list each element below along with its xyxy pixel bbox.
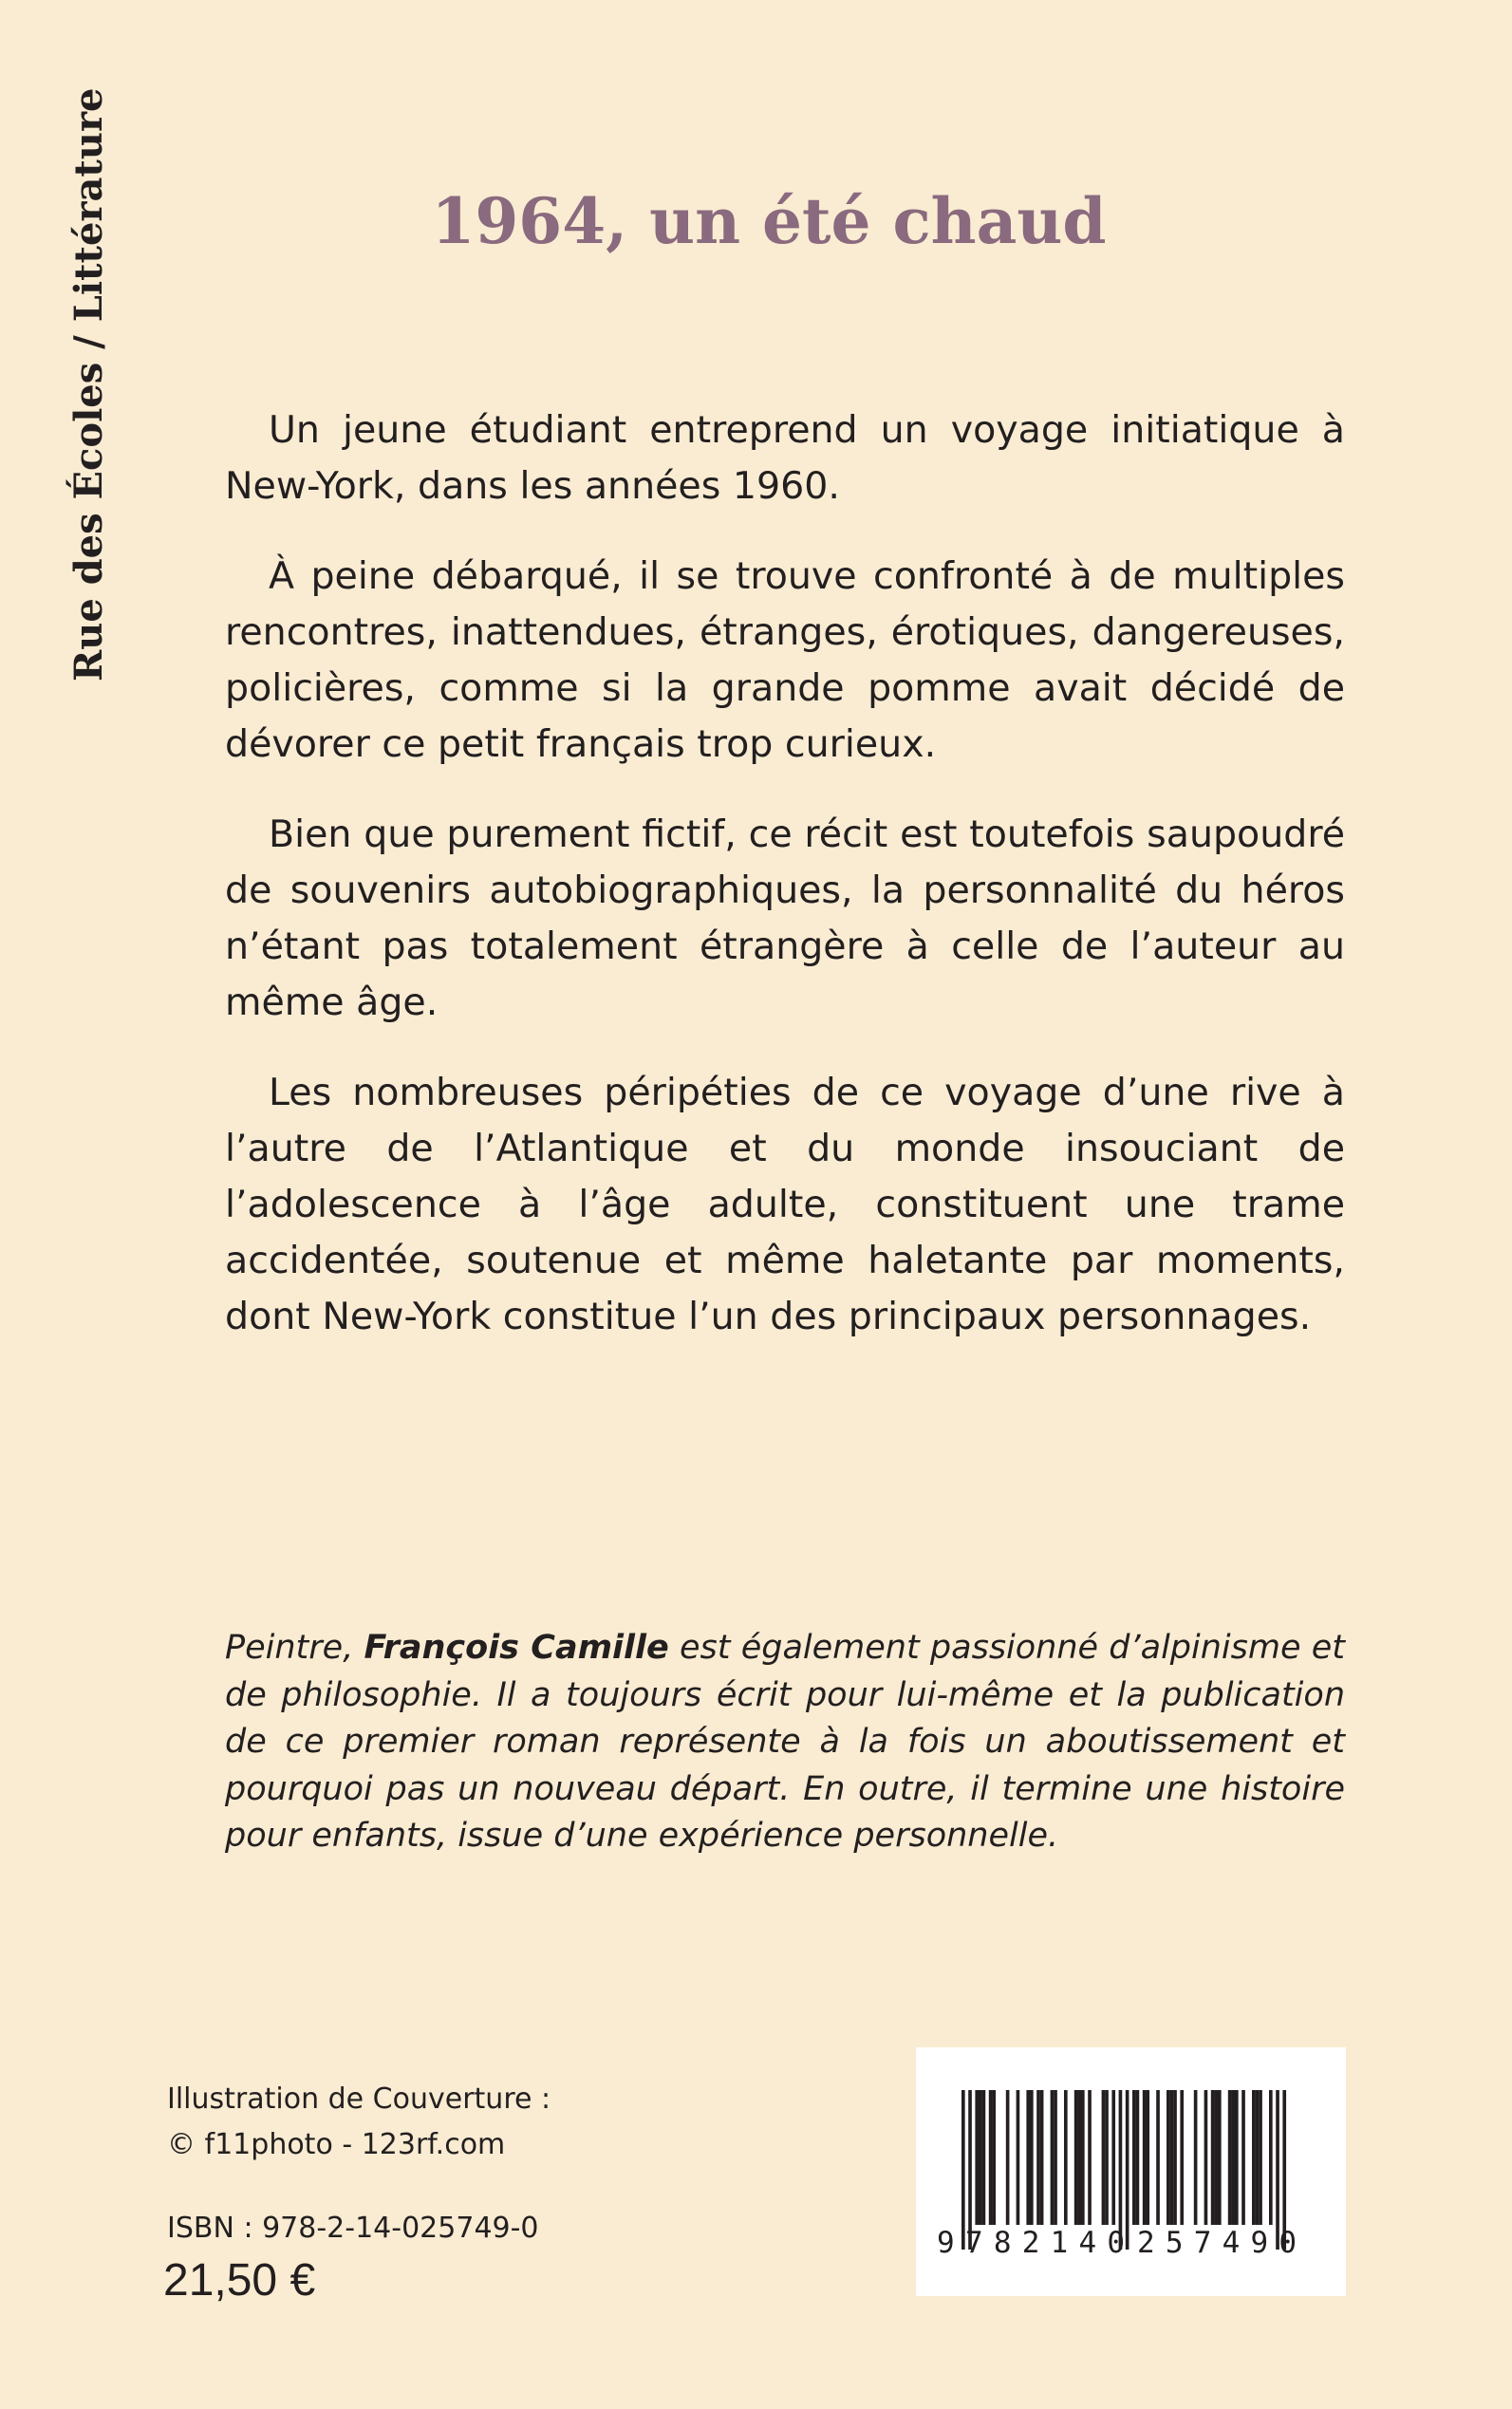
blurb-paragraph: Bien que purement fictif, ce récit est toutefois saupoudré de souvenirs autobiographiques, la personnalité du héros n’étant pas totalement étrangère à celle de l’auteur au même âge. (225, 812, 1345, 1024)
barcode-bar (1156, 2090, 1160, 2225)
barcode-bar (1006, 2090, 1010, 2225)
barcode-leading-digit: 9 (937, 2226, 955, 2260)
barcode-bar (1143, 2090, 1147, 2225)
barcode-bar (1194, 2090, 1198, 2225)
author-bio-rest: est également passionné d’alpinisme et de philosophie. Il a toujours écrit pour lui-même et la publication de ce premier roman représente à la fois un aboutissement et pourquoi pas un nouveau départ. En outre, il termine une histoire pour enfants, issue d’une expérience personnelle. (225, 1629, 1345, 1855)
barcode-bar (1252, 2090, 1256, 2225)
author-name: François Camille (364, 1629, 669, 1667)
barcode-bar (1173, 2090, 1177, 2225)
barcode-bar (1259, 2090, 1262, 2225)
blurb-paragraph: Un jeune étudiant entreprend un voyage initiatique à New-York, dans les années 1960. (225, 408, 1345, 508)
barcode-bar (1064, 2090, 1068, 2225)
author-bio (225, 1625, 1345, 1860)
barcode-bar (1214, 2090, 1218, 2225)
barcode-bar (1105, 2090, 1109, 2225)
barcode-bar (1167, 2090, 1170, 2225)
barcode-left-digits: 782140 (965, 2226, 1125, 2260)
barcode-bar (1241, 2090, 1245, 2225)
blurb-paragraph: Les nombreuses péripéties de ce voyage d’une rive à l’autre de l’Atlantique et du monde insouciant de l’adolescence à l’âge adulte, constituent une trame accidentée, soutenue et même haletante par moments, dont New-York constitue l’un des principaux personnages. (225, 1071, 1345, 1338)
barcode-bar (979, 2090, 982, 2225)
barcode-panel (916, 2047, 1346, 2296)
barcode-bar (975, 2090, 979, 2225)
barcode-bar (989, 2090, 993, 2225)
barcode-bar (1026, 2090, 1030, 2225)
book-title: 1964, un été chaud (431, 184, 1107, 258)
barcode-bar (1235, 2090, 1239, 2225)
blurb-paragraph: À peine débarqué, il se trouve confronté à de multiples rencontres, inattendues, étranges, érotiques, dangereuses, policières, comme si la grande pomme avait décidé de dévorer ce petit français trop curieux. (225, 554, 1345, 766)
barcode-bar (1074, 2090, 1078, 2225)
barcode-bar (1017, 2090, 1020, 2225)
barcode-bar (1077, 2090, 1081, 2225)
author-bio-intro: Peintre, (225, 1629, 364, 1667)
barcode-bar (1170, 2090, 1174, 2225)
barcode-bar (1081, 2090, 1085, 2225)
barcode-bar (1102, 2090, 1106, 2225)
barcode-bar (1269, 2090, 1273, 2225)
credits-source: © f11photo - 123rf.com (167, 2128, 506, 2161)
barcode-bar (1040, 2090, 1044, 2225)
barcode-bar (1111, 2090, 1115, 2225)
barcode-bar (1204, 2090, 1208, 2225)
barcode-guard-bar (1126, 2090, 1129, 2250)
spine-collection-label: Rue des Écoles / Littérature (66, 87, 111, 682)
barcode-bar (1231, 2090, 1235, 2225)
barcode-bar (1218, 2090, 1222, 2225)
blurb-section (225, 402, 1345, 1379)
barcode-bar (992, 2090, 996, 2225)
isbn-number: ISBN : 978-2-14-025749-0 (167, 2212, 539, 2245)
price: 21,50 € (163, 2255, 316, 2306)
barcode-bar (1211, 2090, 1215, 2225)
barcode-bar (1228, 2090, 1232, 2225)
barcode-bar (1256, 2090, 1260, 2225)
barcode-bar (1054, 2090, 1057, 2225)
barcode-bar (1051, 2090, 1055, 2225)
barcode-bar (1136, 2090, 1140, 2225)
ean13-barcode-icon (916, 2047, 1346, 2296)
cover-credits (167, 2077, 661, 2168)
barcode-bar (1088, 2090, 1092, 2225)
barcode-bar (1146, 2090, 1149, 2225)
barcode-bar (1036, 2090, 1040, 2225)
credits-label: Illustration de Couverture : (167, 2082, 551, 2116)
barcode-bar (1180, 2090, 1184, 2225)
barcode-bar (982, 2090, 986, 2225)
barcode-bar (1030, 2090, 1034, 2225)
barcode-right-digits: 257490 (1137, 2226, 1297, 2260)
barcode-bar (1132, 2090, 1136, 2225)
